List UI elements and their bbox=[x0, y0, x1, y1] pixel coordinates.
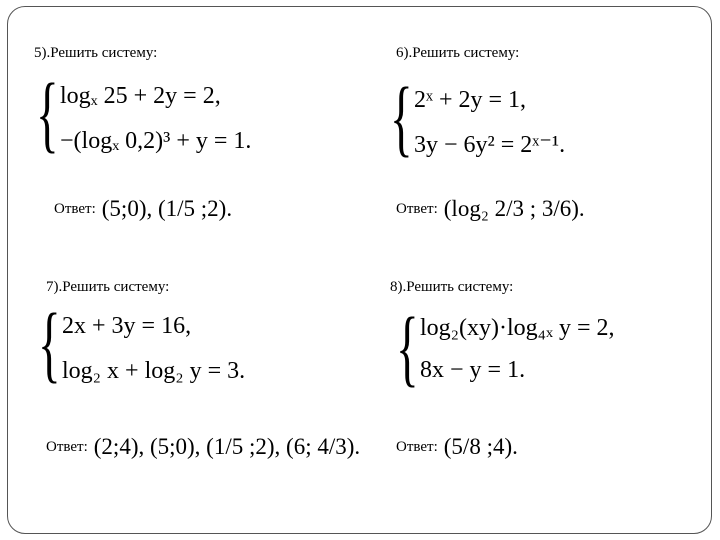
equation-2: 3y − 6y² = 2ˣ⁻¹. bbox=[414, 131, 566, 158]
equation-1: 2x + 3y = 16, bbox=[62, 312, 192, 339]
equation-1: log₂(xy)·log₄ₓ y = 2, bbox=[420, 315, 615, 341]
slide-frame bbox=[7, 6, 712, 534]
equation-1: logₓ 25 + 2y = 2, bbox=[60, 82, 221, 109]
equation-system bbox=[38, 295, 246, 393]
answer-row bbox=[54, 181, 232, 237]
equation-system bbox=[396, 299, 615, 395]
problem-title: 8).Решить систему: bbox=[390, 279, 514, 295]
answer-value: (5;0), (1/5 ;2). bbox=[101, 196, 233, 221]
answer-value: (2;4), (5;0), (1/5 ;2), (6; 4/3). bbox=[93, 434, 361, 459]
answer-row bbox=[396, 419, 518, 475]
equation-1: 2ˣ + 2y = 1, bbox=[414, 86, 527, 113]
answer-label: Ответ: bbox=[46, 438, 88, 455]
answer-value: (5/8 ;4). bbox=[443, 434, 518, 459]
answer-label: Ответ: bbox=[396, 438, 438, 455]
equation-2: 8x − y = 1. bbox=[420, 357, 526, 383]
equation-system bbox=[390, 69, 566, 167]
problem-title: 6).Решить систему: bbox=[396, 45, 520, 61]
answer-row bbox=[46, 419, 360, 475]
answer-label: Ответ: bbox=[54, 200, 96, 217]
equation-2: −(logₓ 0,2)³ + y = 1. bbox=[60, 127, 252, 154]
system-brace: { bbox=[36, 65, 59, 161]
system-brace: { bbox=[390, 69, 413, 165]
problem-title: 5).Решить систему: bbox=[34, 45, 158, 61]
equation-2: log₂ x + log₂ y = 3. bbox=[62, 357, 246, 384]
system-brace: { bbox=[396, 299, 419, 395]
equation-system bbox=[36, 65, 252, 163]
system-brace: { bbox=[38, 295, 61, 391]
answer-label: Ответ: bbox=[396, 200, 438, 217]
answer-value: (log₂ 2/3 ; 3/6). bbox=[443, 196, 585, 221]
problem-title: 7).Решить систему: bbox=[46, 279, 170, 295]
answer-row bbox=[396, 181, 585, 237]
